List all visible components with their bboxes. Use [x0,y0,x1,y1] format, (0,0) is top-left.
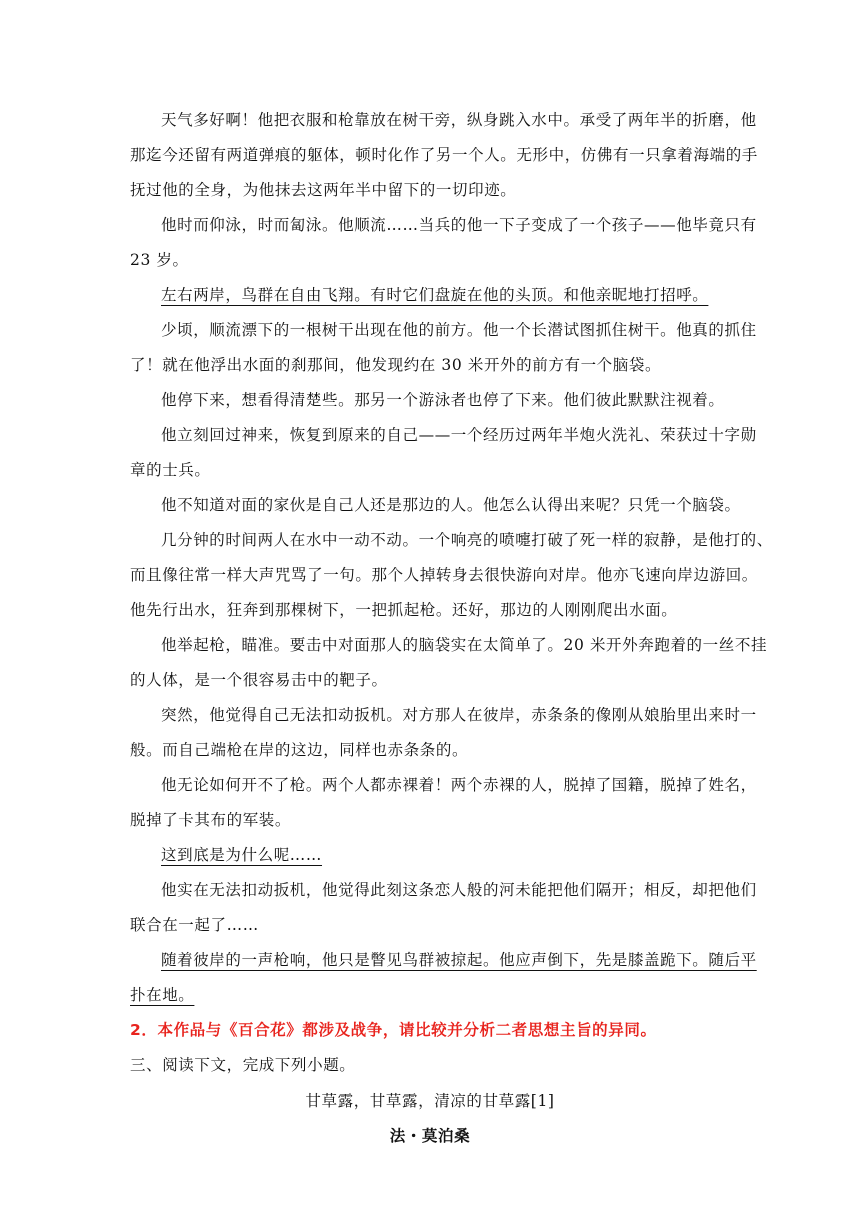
story-line: 他时而仰泳，时而匐泳。他顺流……当兵的他一下子变成了一个孩子——他毕竟只有 [161,216,757,234]
story-line-underlined: 这到底是为什么呢…… [161,846,323,864]
story-line-underlined: 扑在地。 [130,986,195,1004]
story-line: 而且像往常一样大声咒骂了一句。那个人掉转身去很快游向对岸。他亦飞速向岸边游回。 [130,566,758,584]
story-line: 少顷，顺流漂下的一根树干出现在他的前方。他一个长潜试图抓住树干。他真的抓住 [161,321,757,339]
story-line: 他不知道对面的家伙是自己人还是那边的人。他怎么认得出来呢？只凭一个脑袋。 [161,496,741,514]
story-line: 抚过他的全身，为他抹去这两年半中留下的一切印迹。 [130,181,517,199]
section-heading: 三、阅读下文，完成下列小题。 [130,1056,356,1074]
story-line: 联合在一起了…… [130,916,259,934]
story-line: 那迄今还留有两道弹痕的躯体，顿时化作了另一个人。无形中，仿佛有一只拿着海端的手 [130,146,758,164]
story-line: 他实在无法扣动扳机，他觉得此刻这条恋人般的河未能把他们隔开；相反，却把他们 [161,881,757,899]
story-line: 他无论如何开不了枪。两个人都赤裸着！两个赤裸的人，脱掉了国籍，脱掉了姓名， [161,776,757,794]
story-line: 23 岁。 [130,251,189,269]
story-line-underlined: 随着彼岸的一声枪响，他只是瞥见鸟群被掠起。他应声倒下，先是膝盖跪下。随后平 [161,951,757,969]
question-prompt: 2．本作品与《百合花》都涉及战争，请比较并分析二者思想主旨的异同。 [130,1021,657,1039]
next-passage-title: 甘草露，甘草露，清凉的甘草露[1] [305,1092,555,1110]
next-passage-author: 法・莫泊桑 [389,1126,471,1145]
story-line: 般。而自己端枪在岸的这边，同样也赤条条的。 [130,741,469,759]
story-line-underlined: 左右两岸，鸟群在自由飞翔。有时它们盘旋在他的头顶。和他亲昵地打招呼。 [161,286,709,304]
story-line: 章的士兵。 [130,461,211,479]
story-line: 脱掉了卡其布的军装。 [130,811,292,829]
story-line: 他立刻回过神来，恢复到原来的自己——一个经历过两年半炮火洗礼、荣获过十字勋 [161,426,757,444]
story-line: 几分钟的时间两人在水中一动不动。一个响亮的喷嚏打破了死一样的寂静，是他打的、 [161,531,773,549]
story-line: 他停下来，想看得清楚些。那另一个游泳者也停了下来。他们彼此默默注视着。 [161,391,725,409]
story-line: 突然，他觉得自己无法扣动扳机。对方那人在彼岸，赤条条的像刚从娘胎里出来时一 [161,706,757,724]
story-line: 天气多好啊！他把衣服和枪靠放在树干旁，纵身跳入水中。承受了两年半的折磨，他 [161,111,757,129]
story-line: 他先行出水，狂奔到那棵树下，一把抓起枪。还好，那边的人刚刚爬出水面。 [130,601,678,619]
story-line: 他举起枪，瞄准。要击中对面那人的脑袋实在太简单了。20 米开外奔跑着的一丝不挂 [161,636,768,654]
story-line: 的人体，是一个很容易击中的靶子。 [130,671,388,689]
story-line: 了！就在他浮出水面的刹那间，他发现约在 30 米开外的前方有一个脑袋。 [130,356,662,374]
